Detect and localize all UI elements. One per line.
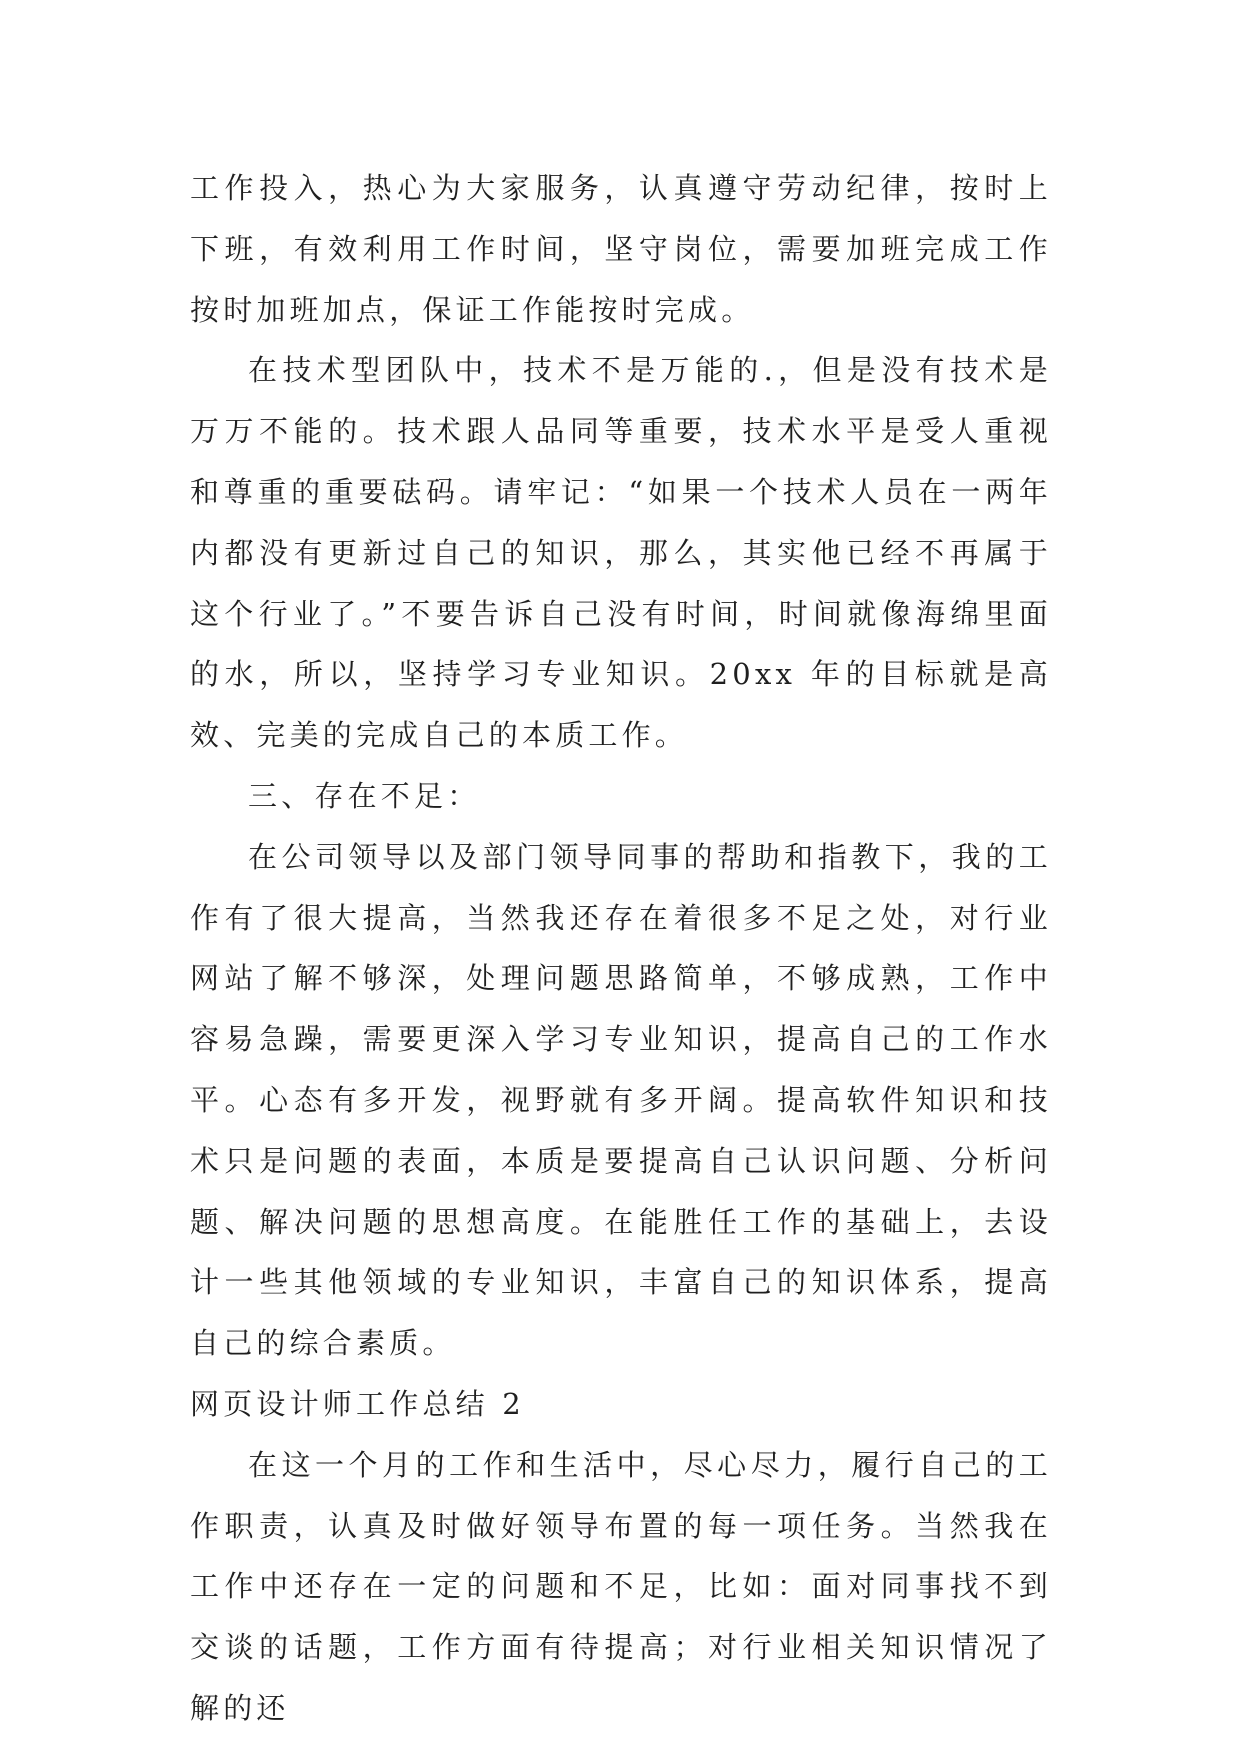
paragraph-technical-team: 在技术型团队中，技术不是万能的.，但是没有技术是万万不能的。技术跟人品同等重要，技术水平是受人重视和尊重的重要砝码。请牢记：“如果一个技术人员在一两年内都没有更新过自己的知识，那么，其实他已经不再属于这个行业了。”不要告诉自己没有时间，时间就像海绵里面的水，所以，坚持学习专业知识。20xx 年的目标就是高效、完美的完成自己的本质工作。 <box>190 353 1052 753</box>
section-heading-shortcomings: 三、存在不足： <box>248 778 481 813</box>
document-title-summary-2: 网页设计师工作总结 2 <box>190 1386 525 1421</box>
paragraph-shortcomings: 在公司领导以及部门领导同事的帮助和指教下，我的工作有了很大提高，当然我还存在着很多不足之处，对行业网站了解不够深，处理问题思路简单，不够成熟，工作中容易急躁，需要更深入学习专业知识，提高自己的工作水平。心态有多开发，视野就有多开阔。提高软件知识和技术只是问题的表面，本质是要提高自己认识问题、分析问题、解决问题的思想高度。在能胜任工作的基础上，去设计一些其他领域的专业知识，丰富自己的知识体系，提高自己的综合素质。 <box>190 839 1052 1361</box>
paragraph-monthly-review: 在这一个月的工作和生活中，尽心尽力，履行自己的工作职责，认真及时做好领导布置的每一项任务。当然我在工作中还存在一定的问题和不足，比如：面对同事找不到交谈的话题，工作方面有待提高；对行业相关知识情况了解的还 <box>190 1447 1052 1725</box>
paragraph-work-attitude: 工作投入，热心为大家服务，认真遵守劳动纪律，按时上下班，有效利用工作时间，坚守岗位，需要加班完成工作按时加班加点，保证工作能按时完成。 <box>190 171 1052 327</box>
document-body <box>190 158 1052 1739</box>
